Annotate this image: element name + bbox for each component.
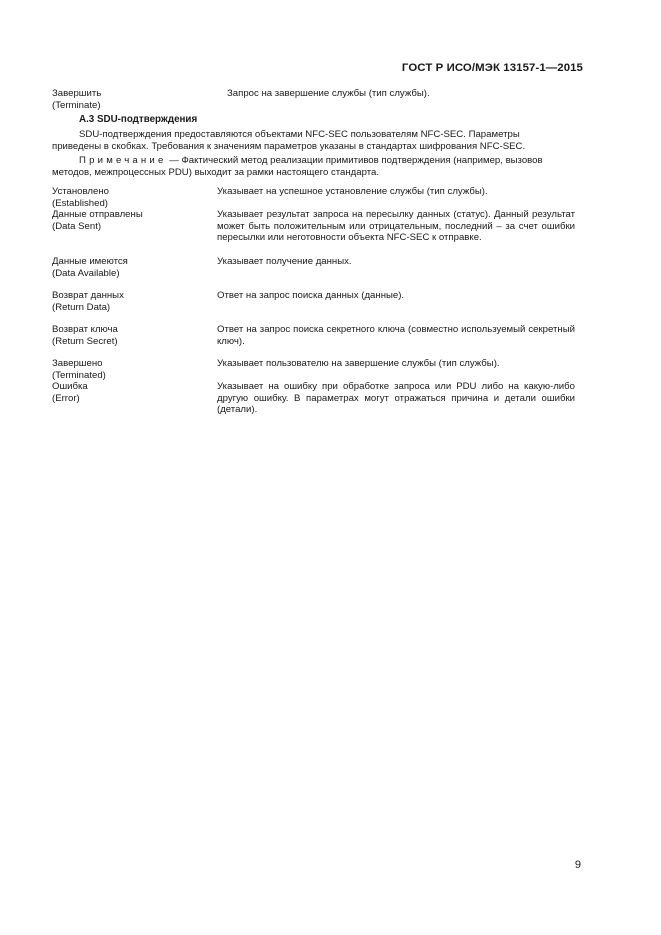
paragraph-line: SDU-подтверждения предоставляются объектами NFC-SEC пользователям NFC-SEC. Параметры xyxy=(79,129,520,140)
term-description: Указывает на успешное установление службы (тип службы). xyxy=(217,186,488,197)
term-english: (Return Secret) xyxy=(52,335,118,347)
note-text: — Фактический метод реализации примитивов подтверждения (например, вызовов xyxy=(169,155,543,166)
term-description: Ответ на запрос поиска данных (данные). xyxy=(217,290,405,301)
term-english: (Terminated) xyxy=(52,369,106,381)
section-note xyxy=(52,155,584,178)
section-heading: А.3 SDU-подтверждения xyxy=(79,114,198,125)
term-english: (Error) xyxy=(52,392,80,404)
term-name: Ошибка xyxy=(52,381,88,392)
term-description: Запрос на завершение службы (тип службы). xyxy=(227,88,430,99)
term-english: (Return Data) xyxy=(52,301,111,313)
term-name: Завершено xyxy=(52,358,103,369)
term-cell xyxy=(52,324,217,347)
term-english: (Data Available) xyxy=(52,267,120,279)
term-cell xyxy=(52,209,217,232)
term-name: Установлено xyxy=(52,186,109,197)
term-description: Ответ на запрос поиска секретного ключа (совместно используемый секретный ключ). xyxy=(217,324,575,347)
term-name: Данные отправлены xyxy=(52,209,143,220)
term-english: (Terminate) xyxy=(52,99,101,111)
term-name: Данные имеются xyxy=(52,256,128,267)
document-header: ГОСТ Р ИСО/МЭК 13157-1—2015 xyxy=(401,62,583,74)
term-description: Указывает на ошибку при обработке запроса или PDU либо на какую-либо другую ошибку. В параметрах могут отражаться причина и детали ошибки (детали). xyxy=(217,381,575,416)
term-english: (Data Sent) xyxy=(52,220,102,232)
term-cell xyxy=(52,256,217,279)
section-paragraph xyxy=(52,129,584,152)
term-name: Возврат данных xyxy=(52,290,124,301)
term-cell xyxy=(52,358,217,381)
term-cell xyxy=(52,186,217,209)
term-description: Указывает пользователю на завершение службы (тип службы). xyxy=(217,358,500,369)
note-label: Примечание xyxy=(79,155,167,166)
note-line xyxy=(52,155,584,167)
term-cell xyxy=(52,88,217,111)
term-cell xyxy=(52,290,217,313)
term-name: Возврат ключа xyxy=(52,324,118,335)
page-number: 9 xyxy=(574,859,581,871)
term-description: Указывает результат запроса на пересылку данных (статус). Данный результат может быть положительным или отрицательным, последний – за счет ошибки пересылки или неготовности объекта NFC-SEC к отправке. xyxy=(217,209,575,244)
term-description: Указывает получение данных. xyxy=(217,256,352,267)
term-name: Завершить xyxy=(52,88,102,99)
paragraph-line: приведены в скобках. Требования к значениям параметров указаны в стандартах шифрования NFC-SEC. xyxy=(52,140,526,152)
term-cell xyxy=(52,381,217,404)
term-english: (Established) xyxy=(52,197,108,209)
note-line: методов, межпроцессных PDU) выходит за рамки настоящего стандарта. xyxy=(52,166,380,178)
